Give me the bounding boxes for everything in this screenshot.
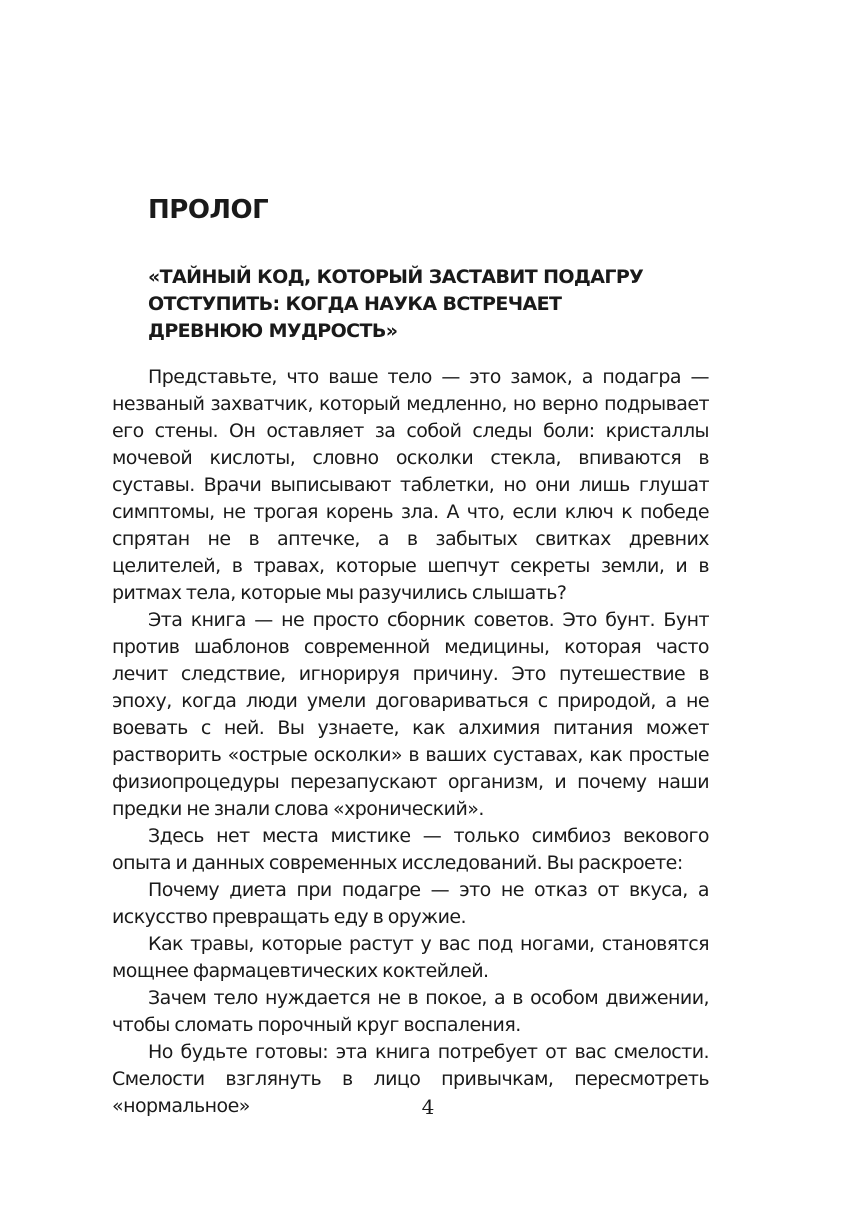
subtitle-line: «ТАЙНЫЙ КОД, КОТОРЫЙ ЗАСТАВИТ ПОДАГРУ bbox=[148, 266, 644, 288]
subtitle-line: ДРЕВНЮЮ МУДРОСТЬ» bbox=[148, 320, 398, 342]
paragraph: Как травы, которые растут у вас под ногами, становятся мощнее фармацевтических коктейлей. bbox=[112, 933, 709, 982]
chapter-title: ПРОЛОГ bbox=[148, 195, 269, 225]
page-number: 4 bbox=[421, 1095, 435, 1119]
body-text bbox=[112, 364, 709, 1120]
paragraph: Эта книга — не просто сборник советов. Это бунт. Бунт против шаблонов современной медицины, которая часто лечит следствие, игнорируя причину. Это путешествие в эпоху, когда люди умели договариваться с природой, а не воевать с ней. Вы узнаете, как алхимия питания может растворить «острые осколки» в ваших суставах, как простые физиопроцедуры перезапускают организм, и почему наши предки не знали слова «хронический». bbox=[112, 609, 709, 820]
paragraph: Почему диета при подагре — это не отказ от вкуса, а искусство превращать еду в оружие. bbox=[112, 879, 709, 928]
paragraph: Но будьте готовы: эта книга потребует от вас смелости. Смелости взглянуть в лицо привычкам, пересмотреть «нормальное» bbox=[112, 1041, 709, 1117]
paragraph: Здесь нет места мистике — только симбиоз векового опыта и данных современных исследований. Вы раскроете: bbox=[112, 825, 709, 874]
subtitle-line: ОТСТУПИТЬ: КОГДА НАУКА ВСТРЕЧАЕТ bbox=[148, 293, 562, 315]
paragraph: Представьте, что ваше тело — это замок, а подагра — незваный захватчик, который медленно, но верно подрывает его стены. Он оставляет за собой следы боли: кристаллы мочевой кислоты, словно осколки стекла, впиваются в суставы. Врачи выписывают таблетки, но они лишь глушат симптомы, не трогая корень зла. А что, если ключ к победе спрятан не в аптечке, а в забытых свитках древних целителей, в травах, которые шепчут секреты земли, и в ритмах тела, которые мы разучились слышать? bbox=[112, 366, 709, 604]
paragraph: Зачем тело нуждается не в покое, а в особом движении, чтобы сломать порочный круг воспаления. bbox=[112, 987, 709, 1036]
chapter-subtitle bbox=[148, 264, 708, 345]
